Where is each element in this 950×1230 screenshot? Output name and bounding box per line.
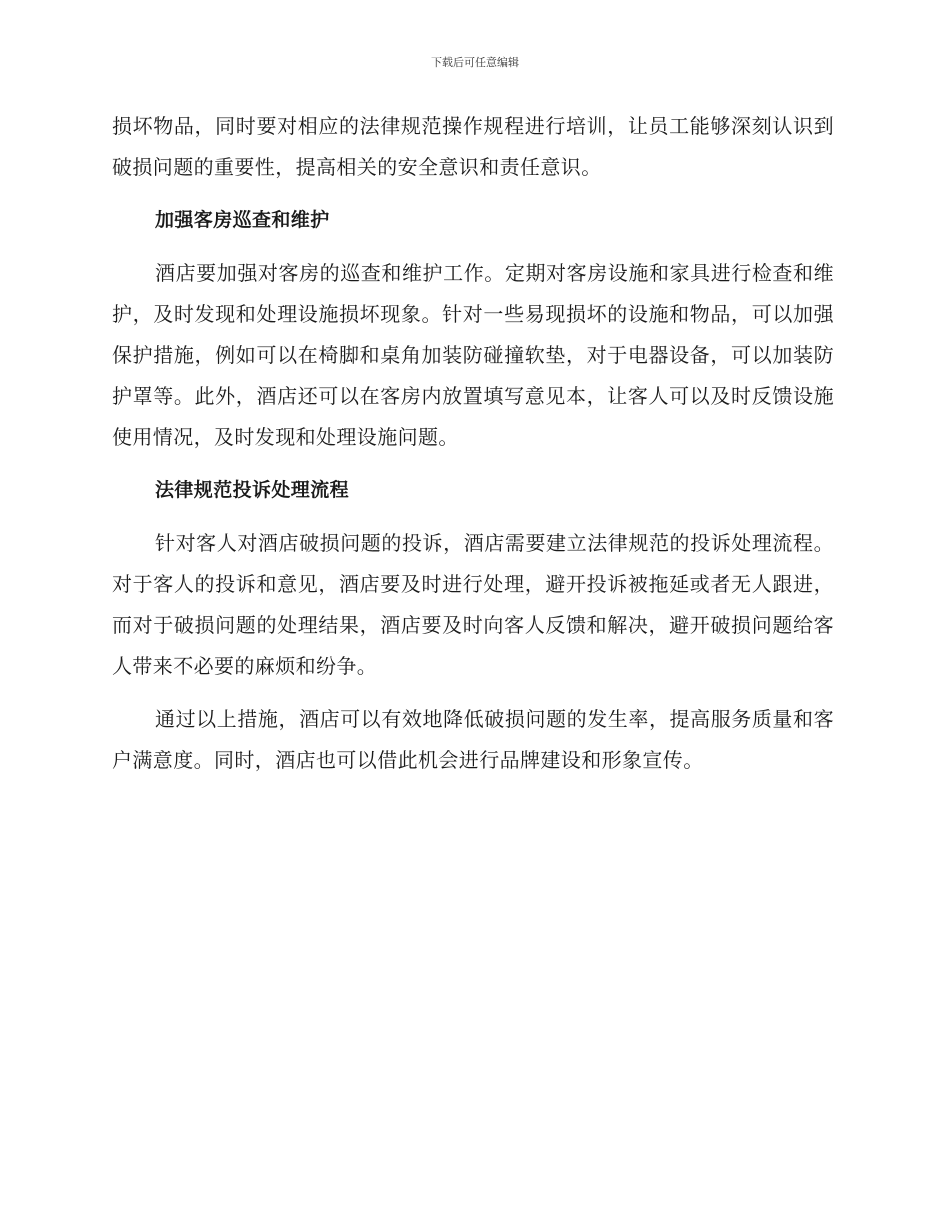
paragraph-continuation: 损坏物品，同时要对相应的法律规范操作规程进行培训，让员工能够深刻认识到破损问题的重要性，提高相关的安全意识和责任意识。 [112,114,834,179]
paragraph-room-inspection: 酒店要加强对客房的巡查和维护工作。定期对客房设施和家具进行检查和维护，及时发现和处理设施损坏现象。针对一些易现损坏的设施和物品，可以加强保护措施，例如可以在椅脚和桌角加装防碰撞软垫，对于电器设备，可以加装防护罩等。此外，酒店还可以在客房内放置填写意见本，让客人可以及时反馈设施使用情况，及时发现和处理设施问题。 [112,261,834,449]
document-body [112,106,834,793]
section-heading-complaint-process: 法律规范投诉处理流程 [155,479,350,501]
paragraph-complaint-process: 针对客人对酒店破损问题的投诉，酒店需要建立法律规范的投诉处理流程。对于客人的投诉和意见，酒店要及时进行处理，避开投诉被拖延或者无人跟进，而对于破损问题的处理结果，酒店要及时向客人反馈和解决，避开破损问题给客人带来不必要的麻烦和纷争。 [112,531,834,678]
page-header: 下载后可任意编辑 [431,56,519,69]
section-heading-room-inspection: 加强客房巡查和维护 [155,209,330,231]
paragraph-conclusion: 通过以上措施，酒店可以有效地降低破损问题的发生率，提高服务质量和客户满意度。同时，酒店也可以借此机会进行品牌建设和形象宣传。 [112,707,834,772]
